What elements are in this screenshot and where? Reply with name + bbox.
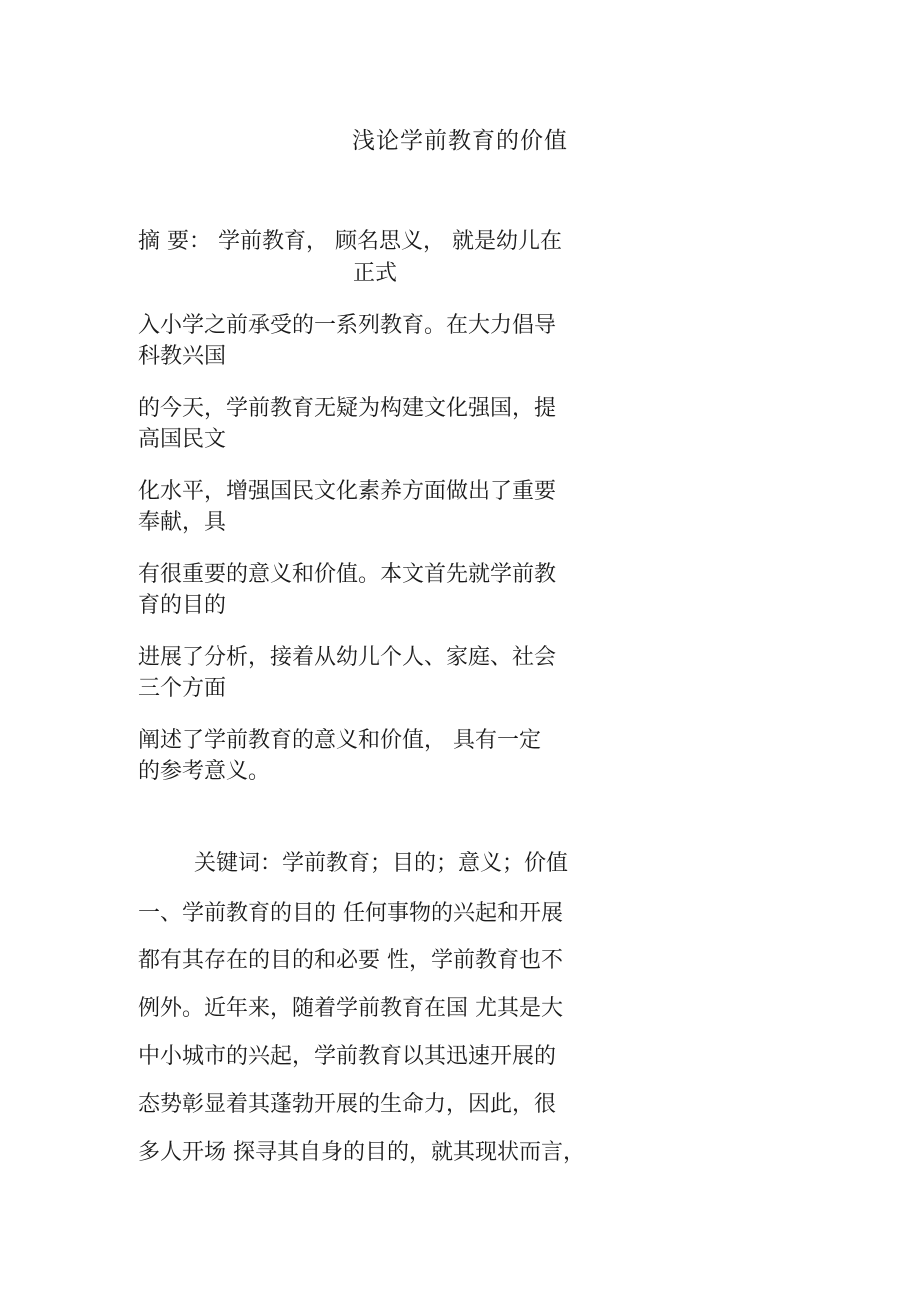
abstract-line: 奉献，具 — [138, 510, 227, 535]
body-line: 中小城市的兴起，学前教育以其迅速开展的 — [138, 1044, 557, 1069]
document-title: 浅论学前教育的价值 — [352, 128, 568, 154]
abstract-line: 阐述了学前教育的意义和价值， 具有一定 — [138, 728, 541, 753]
body-line: 例外。近年来，随着学前教育在国 尤其是大 — [138, 996, 563, 1021]
abstract-line: 高国民文 — [138, 427, 227, 452]
body-line: 都有其存在的目的和必要 性，学前教育也不 — [138, 948, 563, 973]
abstract-line: 摘 要： 学前教育， 顾名思义， 就是幼儿在 — [138, 229, 562, 254]
body-line: 多人开场 探寻其自身的目的，就其现状而言， — [138, 1140, 585, 1165]
abstract-line: 科教兴国 — [138, 344, 227, 369]
body-line: 一、学前教育的目的 任何事物的兴起和开展 — [138, 901, 563, 926]
abstract-line: 三个方面 — [138, 676, 227, 701]
abstract-line: 育的目的 — [138, 593, 227, 618]
abstract-line: 进展了分析，接着从幼儿个人、家庭、社会 — [138, 645, 557, 670]
abstract-line: 正式 — [353, 261, 398, 286]
abstract-line: 有很重要的意义和价值。本文首先就学前教 — [138, 562, 557, 587]
abstract-line: 的今天，学前教育无疑为构建文化强国，提 — [138, 396, 557, 421]
keywords-line: 关键词：学前教育；目的；意义；价值 — [194, 851, 569, 876]
abstract-line: 入小学之前承受的一系列教育。在大力倡导 — [138, 313, 557, 338]
abstract-line: 的参考意义。 — [138, 759, 271, 784]
abstract-line: 化水平，增强国民文化素养方面做出了重要 — [138, 479, 557, 504]
body-line: 态势彰显着其蓬勃开展的生命力，因此，很 — [138, 1092, 557, 1117]
